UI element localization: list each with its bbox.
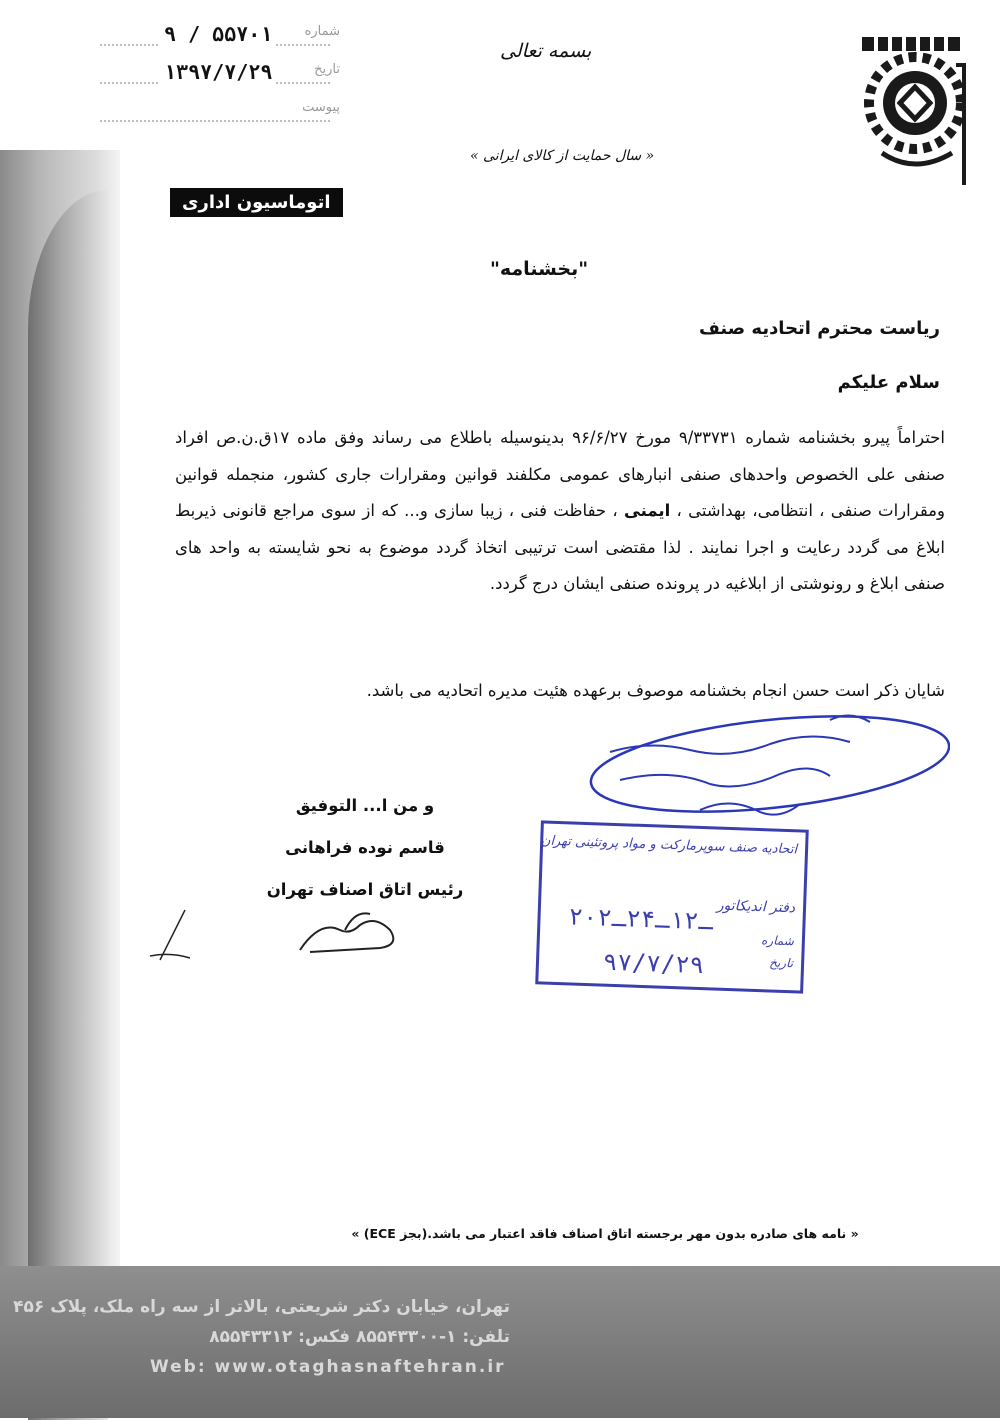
stamp-date-label: تاریخ — [768, 955, 794, 971]
handwritten-referral-note-icon — [530, 700, 950, 830]
stamp-number: ۲۰ـ۱۲ـ۲۴ـ۲ — [568, 902, 714, 936]
body-paragraph — [175, 420, 945, 603]
signer-name: قاسم نوده فراهانی — [285, 838, 445, 857]
greeting-line: سلام علیکم — [837, 372, 940, 393]
signer-title: رئیس اتاق اصناف تهران — [266, 880, 464, 899]
stamp-organization: اتحادیه صنف سوپرمارکت و مواد پروتئینی تهران — [540, 833, 798, 858]
office-automation-label: اتوماسیون اداری — [170, 188, 343, 217]
header-reference-block — [100, 20, 340, 134]
letter-date: ۱۳۹۷/۷/۲۹ — [160, 60, 276, 84]
footer-address: تهران، خیابان دکتر شریعتی، بالاتر از سه راه ملک، پلاک ۴۵۶ — [13, 1297, 510, 1317]
body-text-part1: احتراماً پیرو بخشنامه شماره ۹/۳۳۷۳۱ مورخ ۹۶/۶/۲۷ بدینوسیله باطلاع می رساند وفق ماده ۱۷ق.ن.ص افراد صنفی علی الخصوص واحدهای صنفی انبارهای عمومی مکلفند قوانین ومقرارات جاری کشور، منجمله قوانین ومقرارات صنفی ، انتظامی، بهداشتی ، — [175, 428, 945, 520]
stamp-number-label: شماره — [760, 933, 795, 949]
footer-phone-fax: تلفن: ۱-۸۵۵۴۳۳۰۰ فکس: ۸۵۵۴۳۳۱۲ — [209, 1327, 510, 1347]
date-row — [100, 58, 340, 96]
attachment-label: پیوست — [302, 100, 340, 115]
letter-number: ۹ / ۵۵۷۰۱ — [160, 22, 276, 46]
validity-disclaimer: « نامه های صادره بدون مهر برجسته اتاق اصناف فاقد اعتبار می باشد.(بجز ECE) » — [351, 1226, 859, 1241]
circular-title: "بخشنامه" — [490, 258, 589, 280]
date-label: تاریخ — [314, 62, 340, 77]
number-row — [100, 20, 340, 58]
signature-block — [230, 785, 500, 911]
stamp-date: ۹۷/۷/۲۹ — [602, 947, 705, 980]
attachment-row — [100, 96, 340, 134]
left-grey-band-curve — [28, 190, 108, 1420]
bismillah-heading: بسمه تعالی — [500, 40, 592, 62]
stamp-office: دفتر اندیکاتور — [716, 897, 796, 917]
number-label: شماره — [304, 24, 340, 39]
body-text-part2: ، حفاظت فنی ، زیبا سازی و... که از سوی مراجع قانونی ذیربط ابلاغ می گردد رعایت و اجرا نمایند . لذا مقتضی است ترتیبی اتخاذ گردد موضوع به نحو شایسته به واحد های صنفی ابلاغ و رونوشتی از ابلاغیه در پرونده صنفی ایشان درج گردد. — [175, 501, 945, 593]
salutation: و من ا... التوفیق — [295, 796, 435, 815]
closing-line: شایان ذکر است حسن انجام بخشنامه موصوف برعهده هئیت مدیره اتحادیه می باشد. — [366, 681, 945, 700]
footer-website: Web: www.otaghasnaftehran.ir — [150, 1357, 506, 1377]
chamber-logo-icon — [860, 35, 970, 185]
handwritten-signature-icon — [150, 900, 430, 980]
recipient-line: ریاست محترم اتحادیه صنف — [698, 318, 940, 339]
year-slogan: « سال حمایت از کالای ایرانی » — [470, 148, 655, 164]
body-emphasis-safety: ایمنی — [623, 501, 671, 520]
footer-contact — [13, 1292, 510, 1382]
reception-stamp — [535, 820, 809, 993]
